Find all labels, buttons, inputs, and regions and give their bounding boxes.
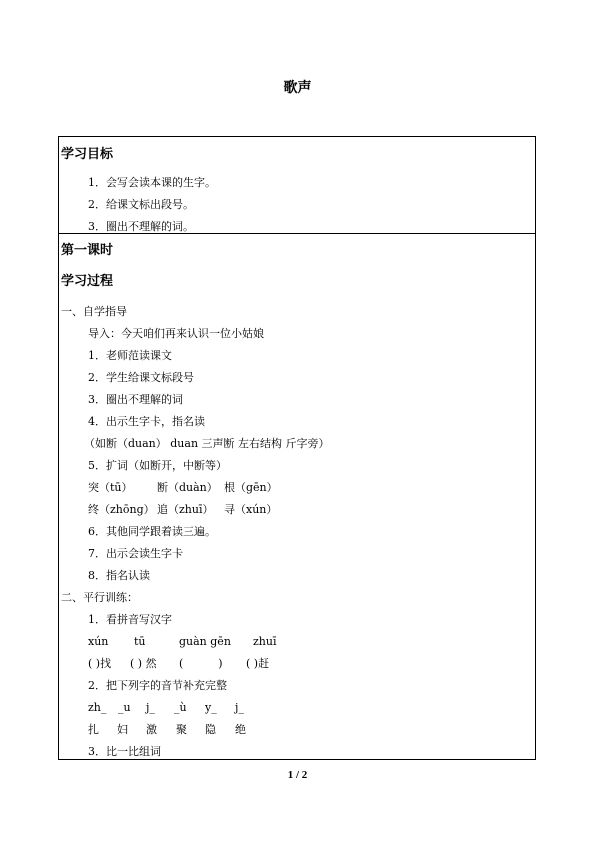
- practice-character: 绝: [235, 723, 246, 736]
- step-item: 3．圈出不理解的词: [88, 393, 183, 406]
- syllable-blank: y_: [205, 701, 217, 714]
- step-item: 8．指名认读: [88, 569, 150, 582]
- practice-character: 隐: [205, 723, 216, 736]
- process-heading: 学习过程: [61, 274, 114, 289]
- pinyin-word: 寻（xún）: [224, 503, 278, 516]
- pinyin-word: 追（zhuī）: [157, 503, 214, 516]
- learning-goals-box: [58, 136, 536, 234]
- answer-blank: ( ): [179, 657, 223, 670]
- practice-character: 扎: [88, 723, 99, 736]
- answer-blank: ( )赶: [246, 657, 270, 670]
- blank-row: [88, 657, 528, 671]
- pinyin-row: [88, 481, 528, 495]
- answer-blank: ( ) 然: [130, 657, 157, 670]
- pinyin-prompt-row: [88, 635, 528, 649]
- pinyin-prompt: guàn gēn: [179, 635, 231, 648]
- pinyin-prompt: tū: [134, 635, 146, 648]
- question-item: 1．看拼音写汉字: [88, 613, 172, 626]
- goal-item: 1．会写会读本课的生字。: [88, 176, 216, 189]
- document-title: 歌声: [283, 80, 312, 96]
- pinyin-word: 根（gēn）: [224, 481, 278, 494]
- part2-title: 二、平行训练：: [61, 591, 138, 604]
- pinyin-row: [88, 503, 528, 517]
- step-item: 1．老师范读课文: [88, 349, 172, 362]
- syllable-blank: j_: [146, 701, 155, 714]
- goal-item: 2．给课文标出段号。: [88, 198, 194, 211]
- practice-character: 妇: [117, 723, 128, 736]
- practice-character: 激: [146, 723, 157, 736]
- pinyin-word: 突（tū）: [88, 481, 133, 494]
- pinyin-word: 终（zhōng）: [88, 503, 155, 516]
- answer-blank: ( )找: [88, 657, 112, 670]
- step-item: 5．扩词（如断开，中断等）: [88, 459, 227, 472]
- syllable-blank: zh_: [88, 701, 107, 714]
- pinyin-prompt: xún: [88, 635, 109, 648]
- question-item: 3．比一比组词: [88, 745, 161, 758]
- character-row: [88, 723, 528, 737]
- pinyin-prompt: zhuī: [253, 635, 277, 648]
- lesson-heading: 第一课时: [61, 243, 114, 258]
- step-item: 2．学生给课文标段号: [88, 371, 194, 384]
- part1-intro: 导入：今天咱们再来认识一位小姑娘: [88, 327, 264, 340]
- step-item: 7．出示会读生字卡: [88, 547, 183, 560]
- part1-title: 一、自学指导: [61, 305, 127, 318]
- syllable-blank: j_: [235, 701, 244, 714]
- practice-character: 聚: [176, 723, 187, 736]
- pinyin-word: 断（duàn）: [157, 481, 218, 494]
- syllable-row: [88, 701, 528, 715]
- step-item: 4．出示生字卡，指名读: [88, 415, 205, 428]
- step-item: 6．其他同学跟着读三遍。: [88, 525, 216, 538]
- learning-goals-heading: 学习目标: [61, 147, 114, 162]
- syllable-blank: _ù: [174, 701, 187, 714]
- stroke-note: （如断（duan） duan 三声断 左右结构 斤字旁）: [84, 437, 330, 450]
- learning-process-box: [58, 234, 536, 760]
- page-number: 1 / 2: [287, 769, 308, 781]
- syllable-blank: _u: [118, 701, 131, 714]
- goal-item: 3．圈出不理解的词。: [88, 220, 194, 233]
- question-item: 2．把下列字的音节补充完整: [88, 679, 227, 692]
